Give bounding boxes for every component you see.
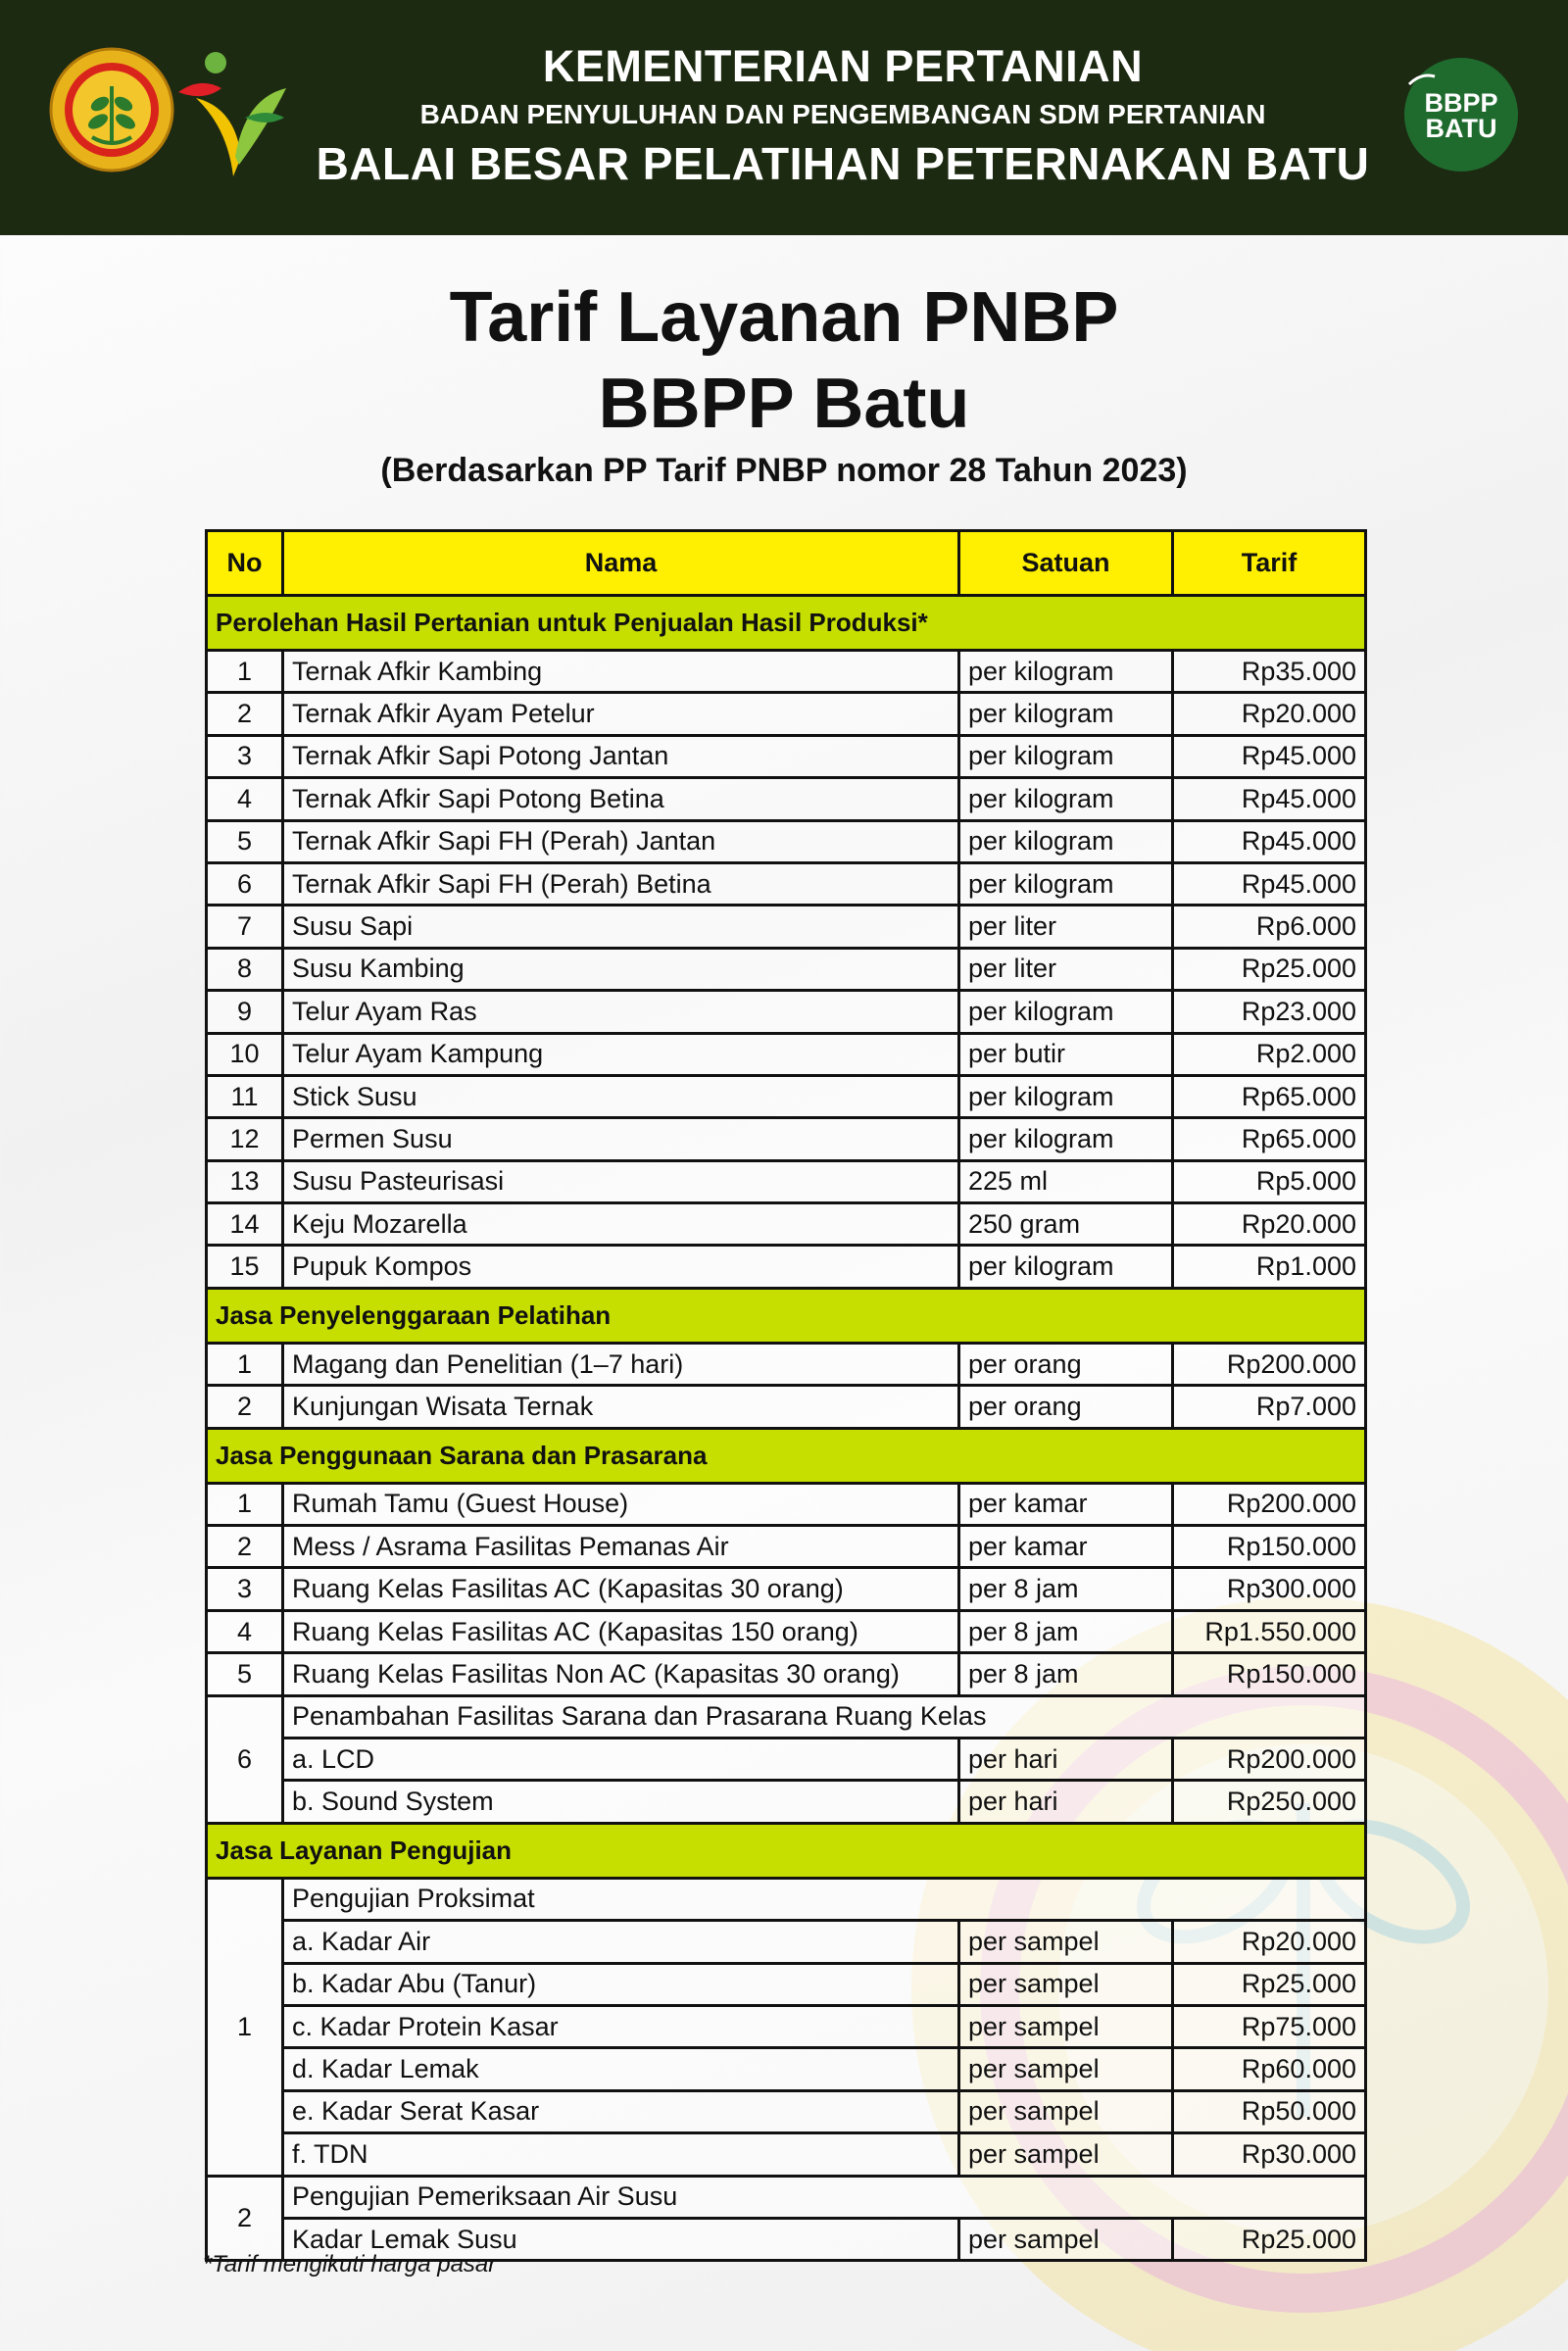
row-price: Rp250.000 [1173, 1781, 1366, 1823]
tariff-table [205, 529, 1367, 2262]
row-unit: per kilogram [959, 820, 1173, 862]
group-heading: Penambahan Fasilitas Sarana dan Prasarana Ruang Kelas [283, 1695, 1366, 1738]
table-row [207, 948, 1366, 990]
table-row [207, 2133, 1366, 2176]
agency-name: BADAN PENYULUHAN DAN PENGEMBANGAN SDM PERTANIAN [419, 99, 1266, 129]
row-price: Rp75.000 [1173, 2005, 1366, 2047]
row-price: Rp1.550.000 [1173, 1610, 1366, 1652]
row-price: Rp20.000 [1173, 1203, 1366, 1246]
row-name: Ternak Afkir Kambing [283, 651, 959, 693]
row-price: Rp50.000 [1173, 2090, 1366, 2132]
row-name: Ternak Afkir Sapi Potong Betina [283, 778, 959, 820]
group-heading-row [207, 2176, 1366, 2218]
institution-name: BALAI BESAR PELATIHAN PETERNAKAN BATU [316, 138, 1370, 189]
row-price: Rp20.000 [1173, 693, 1366, 735]
row-name: Permen Susu [283, 1118, 959, 1160]
row-number: 6 [207, 1695, 283, 1823]
bbpp-batu-badge-icon [1401, 55, 1521, 174]
row-name: Kunjungan Wisata Ternak [283, 1386, 959, 1428]
row-price: Rp150.000 [1173, 1653, 1366, 1695]
row-name: b. Sound System [283, 1781, 959, 1823]
row-number: 15 [207, 1246, 283, 1288]
section-title: Perolehan Hasil Pertanian untuk Penjualan Hasil Produksi* [207, 596, 1366, 651]
section-title: Jasa Penyelenggaraan Pelatihan [207, 1288, 1366, 1343]
ministry-name: KEMENTERIAN PERTANIAN [542, 41, 1144, 91]
table-row [207, 991, 1366, 1033]
ministry-emblem-icon [49, 47, 174, 172]
row-number: 3 [207, 1568, 283, 1610]
row-unit: per 8 jam [959, 1653, 1173, 1695]
row-number: 2 [207, 1386, 283, 1428]
row-name: Ternak Afkir Sapi Potong Jantan [283, 735, 959, 777]
table-row [207, 862, 1366, 905]
row-price: Rp45.000 [1173, 820, 1366, 862]
group-heading-row [207, 1878, 1366, 1920]
row-unit: per kilogram [959, 1118, 1173, 1160]
row-name: f. TDN [283, 2133, 959, 2176]
row-unit: per sampel [959, 2048, 1173, 2090]
table-row [207, 1203, 1366, 1246]
row-unit: per orang [959, 1386, 1173, 1428]
col-header-satuan: Satuan [959, 531, 1173, 596]
row-unit: per kamar [959, 1483, 1173, 1525]
row-number: 5 [207, 1653, 283, 1695]
row-name: Ternak Afkir Sapi FH (Perah) Betina [283, 862, 959, 905]
row-name: Ruang Kelas Fasilitas Non AC (Kapasitas 30 orang) [283, 1653, 959, 1695]
badge-line-2: BATU [1425, 114, 1497, 143]
row-price: Rp150.000 [1173, 1526, 1366, 1568]
header-titles [294, 37, 1392, 194]
table-row [207, 1246, 1366, 1288]
row-unit: 225 ml [959, 1160, 1173, 1202]
row-price: Rp25.000 [1173, 1963, 1366, 2005]
row-unit: per kilogram [959, 651, 1173, 693]
row-name: Susu Kambing [283, 948, 959, 990]
row-unit: per 8 jam [959, 1568, 1173, 1610]
row-unit: per kilogram [959, 735, 1173, 777]
table-row [207, 735, 1366, 777]
table-row [207, 1483, 1366, 1525]
table-row [207, 778, 1366, 820]
section-row [207, 1823, 1366, 1878]
table-row [207, 2090, 1366, 2132]
badge-line-1: BBPP [1424, 88, 1498, 118]
row-price: Rp200.000 [1173, 1738, 1366, 1780]
row-unit: per sampel [959, 2005, 1173, 2047]
row-price: Rp45.000 [1173, 735, 1366, 777]
row-name: Rumah Tamu (Guest House) [283, 1483, 959, 1525]
title-line-2: BBPP Batu [598, 365, 970, 443]
row-number: 9 [207, 991, 283, 1033]
row-unit: per kilogram [959, 991, 1173, 1033]
row-name: Ternak Afkir Sapi FH (Perah) Jantan [283, 820, 959, 862]
row-number: 1 [207, 1343, 283, 1385]
row-number: 1 [207, 651, 283, 693]
row-name: Ruang Kelas Fasilitas AC (Kapasitas 150 orang) [283, 1610, 959, 1652]
row-price: Rp2.000 [1173, 1033, 1366, 1075]
row-price: Rp200.000 [1173, 1343, 1366, 1385]
row-number: 11 [207, 1075, 283, 1117]
table-row [207, 1963, 1366, 2005]
section-row [207, 1288, 1366, 1343]
row-name: Telur Ayam Ras [283, 991, 959, 1033]
page-subtitle: (Berdasarkan PP Tarif PNBP nomor 28 Tahun 2023) [380, 452, 1188, 489]
col-header-no: No [207, 531, 283, 596]
table-row [207, 1075, 1366, 1117]
row-price: Rp30.000 [1173, 2133, 1366, 2176]
table-row [207, 1921, 1366, 1963]
row-unit: per kilogram [959, 1075, 1173, 1117]
row-unit: per butir [959, 1033, 1173, 1075]
row-unit: per sampel [959, 2090, 1173, 2132]
table-row [207, 1653, 1366, 1695]
row-price: Rp45.000 [1173, 778, 1366, 820]
group-heading-row [207, 1695, 1366, 1738]
leaf-logo-icon [176, 49, 290, 182]
table-row [207, 2005, 1366, 2047]
table-row [207, 1033, 1366, 1075]
row-number: 2 [207, 693, 283, 735]
row-unit: per liter [959, 948, 1173, 990]
footnote: *Tarif mengikuti harga pasar [203, 2251, 497, 2278]
row-number: 6 [207, 862, 283, 905]
table-row [207, 2048, 1366, 2090]
section-title: Jasa Layanan Pengujian [207, 1823, 1366, 1878]
row-number: 2 [207, 2176, 283, 2261]
table-row [207, 1160, 1366, 1202]
row-unit: per kilogram [959, 778, 1173, 820]
row-unit: per kilogram [959, 693, 1173, 735]
row-price: Rp65.000 [1173, 1118, 1366, 1160]
row-name: c. Kadar Protein Kasar [283, 2005, 959, 2047]
row-price: Rp35.000 [1173, 651, 1366, 693]
row-unit: per kilogram [959, 1246, 1173, 1288]
row-unit: per liter [959, 906, 1173, 948]
row-name: Kadar Lemak Susu [283, 2218, 959, 2260]
row-name: Keju Mozarella [283, 1203, 959, 1246]
row-price: Rp1.000 [1173, 1246, 1366, 1288]
row-name: a. LCD [283, 1738, 959, 1780]
group-heading: Pengujian Pemeriksaan Air Susu [283, 2176, 1366, 2218]
row-name: a. Kadar Air [283, 1921, 959, 1963]
row-name: Susu Sapi [283, 906, 959, 948]
table-row [207, 1568, 1366, 1610]
row-unit: per kamar [959, 1526, 1173, 1568]
row-unit: per sampel [959, 1963, 1173, 2005]
row-number: 13 [207, 1160, 283, 1202]
row-unit: per 8 jam [959, 1610, 1173, 1652]
table-row [207, 1343, 1366, 1385]
row-name: Susu Pasteurisasi [283, 1160, 959, 1202]
row-unit: per orang [959, 1343, 1173, 1385]
row-number: 1 [207, 1878, 283, 2176]
table-row [207, 693, 1366, 735]
row-price: Rp60.000 [1173, 2048, 1366, 2090]
row-price: Rp5.000 [1173, 1160, 1366, 1202]
row-name: Magang dan Penelitian (1–7 hari) [283, 1343, 959, 1385]
row-name: e. Kadar Serat Kasar [283, 2090, 959, 2132]
row-number: 2 [207, 1526, 283, 1568]
row-name: b. Kadar Abu (Tanur) [283, 1963, 959, 2005]
row-name: d. Kadar Lemak [283, 2048, 959, 2090]
row-unit: per hari [959, 1781, 1173, 1823]
row-unit: 250 gram [959, 1203, 1173, 1246]
row-price: Rp20.000 [1173, 1921, 1366, 1963]
header-bar [0, 0, 1568, 235]
row-name: Pupuk Kompos [283, 1246, 959, 1288]
table-row [207, 1118, 1366, 1160]
row-unit: per sampel [959, 2218, 1173, 2260]
col-header-tarif: Tarif [1173, 531, 1366, 596]
table-row [207, 1610, 1366, 1652]
table-row [207, 906, 1366, 948]
row-unit: per hari [959, 1738, 1173, 1780]
row-name: Ruang Kelas Fasilitas AC (Kapasitas 30 orang) [283, 1568, 959, 1610]
row-unit: per sampel [959, 1921, 1173, 1963]
row-price: Rp200.000 [1173, 1483, 1366, 1525]
row-number: 14 [207, 1203, 283, 1246]
table-row [207, 1386, 1366, 1428]
group-heading: Pengujian Proksimat [283, 1878, 1366, 1920]
row-name: Ternak Afkir Ayam Petelur [283, 693, 959, 735]
row-price: Rp300.000 [1173, 1568, 1366, 1610]
row-number: 12 [207, 1118, 283, 1160]
row-number: 4 [207, 778, 283, 820]
row-price: Rp45.000 [1173, 862, 1366, 905]
row-price: Rp6.000 [1173, 906, 1366, 948]
table-row [207, 1781, 1366, 1823]
row-number: 1 [207, 1483, 283, 1525]
row-number: 4 [207, 1610, 283, 1652]
row-price: Rp65.000 [1173, 1075, 1366, 1117]
table-row [207, 820, 1366, 862]
table-row [207, 651, 1366, 693]
table-row [207, 1738, 1366, 1780]
row-price: Rp25.000 [1173, 948, 1366, 990]
col-header-nama: Nama [283, 531, 959, 596]
row-price: Rp7.000 [1173, 1386, 1366, 1428]
row-number: 10 [207, 1033, 283, 1075]
section-row [207, 596, 1366, 651]
row-name: Mess / Asrama Fasilitas Pemanas Air [283, 1526, 959, 1568]
row-name: Telur Ayam Kampung [283, 1033, 959, 1075]
row-unit: per sampel [959, 2133, 1173, 2176]
row-number: 7 [207, 906, 283, 948]
section-title: Jasa Penggunaan Sarana dan Prasarana [207, 1428, 1366, 1483]
row-price: Rp25.000 [1173, 2218, 1366, 2260]
page-title [0, 274, 1568, 447]
table-header-row [207, 531, 1366, 596]
row-unit: per kilogram [959, 862, 1173, 905]
title-line-1: Tarif Layanan PNBP [449, 278, 1119, 357]
row-number: 8 [207, 948, 283, 990]
row-number: 5 [207, 820, 283, 862]
row-name: Stick Susu [283, 1075, 959, 1117]
row-price: Rp23.000 [1173, 991, 1366, 1033]
row-number: 3 [207, 735, 283, 777]
section-row [207, 1428, 1366, 1483]
table-row [207, 1526, 1366, 1568]
